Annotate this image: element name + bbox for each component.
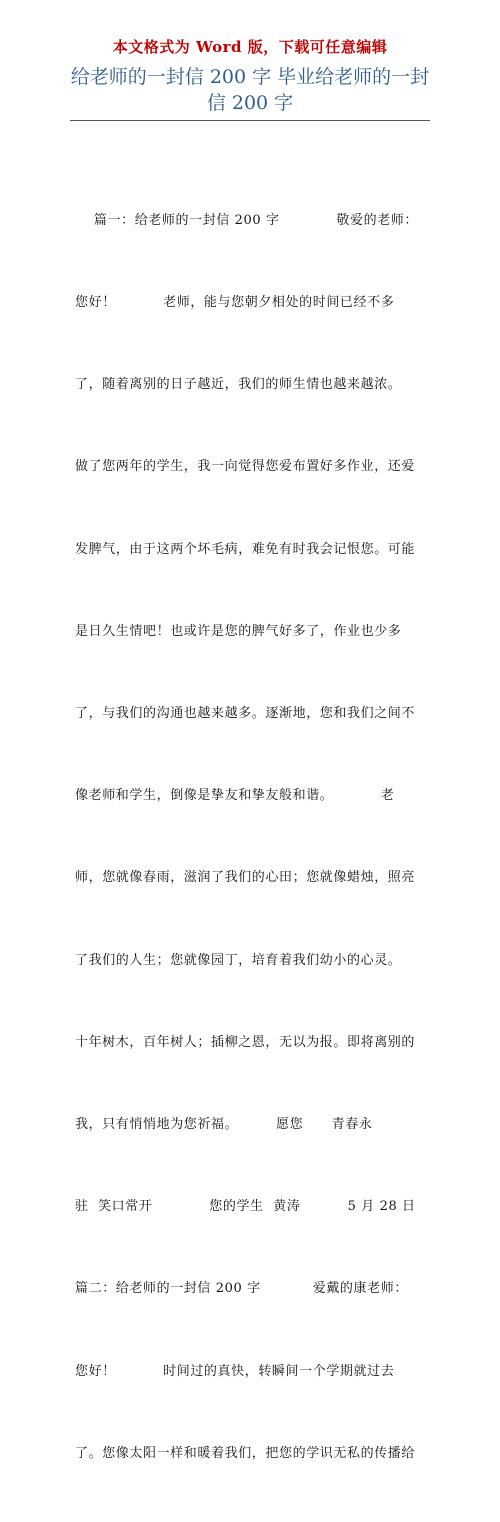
- body-line: 您好！ 时间过的真快，转瞬间一个学期就过去: [75, 1363, 395, 1379]
- body-line: 像老师和学生，倒像是挚友和挚友般和谐。 老: [75, 788, 395, 804]
- body-line: 是日久生情吧！也或许是您的脾气好多了，作业也少多: [75, 623, 402, 639]
- body-line: 您好！ 老师，能与您朝夕相处的时间已经不多: [75, 295, 395, 311]
- letter-body: [75, 152, 425, 1522]
- body-line: 做了您两年的学生，我一向觉得您爱布置好多作业，还爱: [75, 459, 416, 475]
- body-line: 我，只有悄悄地为您祈福。 愿您 青春永: [75, 1117, 373, 1133]
- body-line: 了，随着离别的日子越近，我们的师生情也越来越浓。: [75, 377, 402, 393]
- title-divider: [70, 120, 430, 121]
- body-line: 师，您就像春雨，滋润了我们的心田；您就像蜡烛，照亮: [75, 870, 416, 886]
- body-line: 篇一：给老师的一封信 200 字 敬爱的老师：: [75, 212, 418, 228]
- body-line: 了，与我们的沟通也越来越多。逐渐地，您和我们之间不: [75, 706, 416, 722]
- title-line-1: 给老师的一封信 200 字 毕业给老师的一封: [70, 66, 430, 88]
- body-line: 了。您像太阳一样和暖着我们，把您的学识无私的传播给: [75, 1445, 416, 1461]
- body-line: 十年树木，百年树人；插柳之恩，无以为报。即将离别的: [75, 1034, 416, 1050]
- body-line: 篇二：给老师的一封信 200 字 爱戴的康老师：: [75, 1281, 408, 1297]
- format-banner: 本文格式为 Word 版，下载可任意编辑: [112, 38, 388, 56]
- body-line: 驻 笑口常开 您的学生 黄涛 5 月 28 日: [75, 1199, 416, 1215]
- title-line-2: 信 200 字: [206, 92, 294, 114]
- document-title: [60, 64, 440, 116]
- body-line: 了我们的人生；您就像园丁，培育着我们幼小的心灵。: [75, 952, 402, 968]
- body-line: 发脾气，由于这两个坏毛病，难免有时我会记恨您。可能: [75, 541, 416, 557]
